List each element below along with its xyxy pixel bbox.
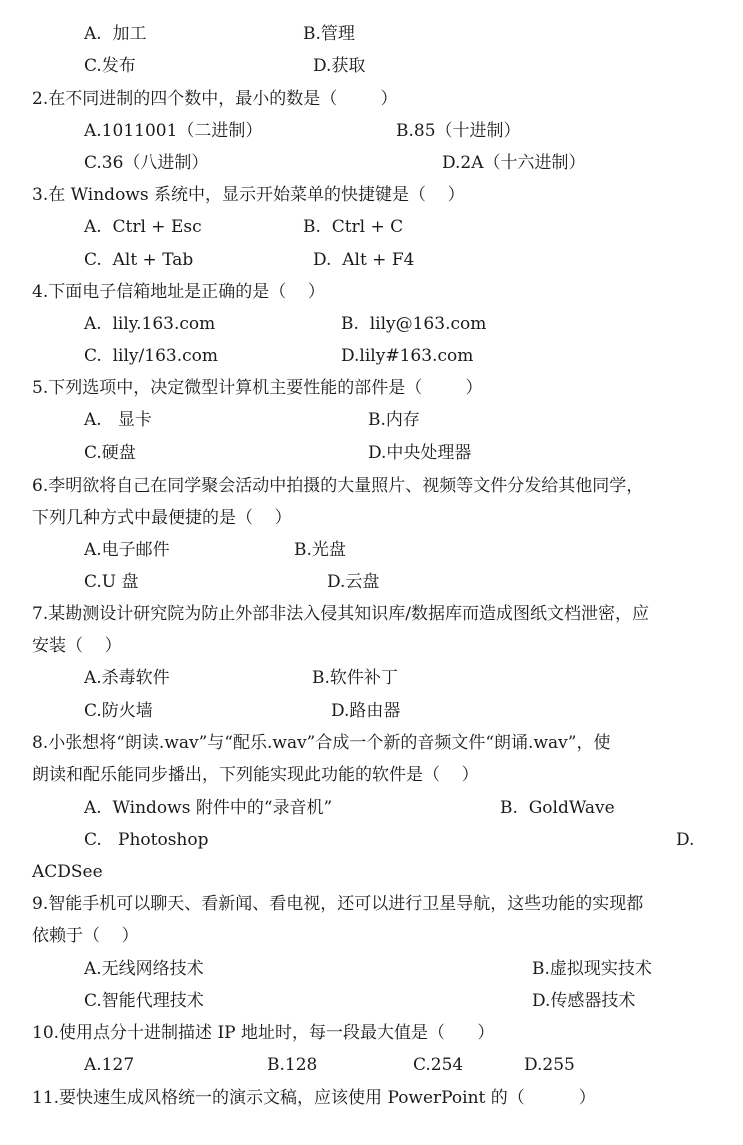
q4-option-a: A. lily.163.com (84, 314, 216, 334)
q7-option-a: A.杀毒软件 (84, 668, 170, 688)
q6-option-c: C.U 盘 (84, 572, 139, 592)
q4-stem: 4.下面电子信箱地址是正确的是（ ） (32, 282, 325, 302)
q5-option-d: D.中央处理器 (368, 443, 472, 463)
q8-option-b: B. GoldWave (500, 798, 615, 818)
q5-option-c: C.硬盘 (84, 443, 136, 463)
q3-option-a: A. Ctrl + Esc (84, 217, 202, 237)
q5-stem: 5.下列选项中，决定微型计算机主要性能的部件是（ ） (32, 378, 483, 398)
q10-option-a: A.127 (84, 1055, 135, 1075)
q6-option-b: B.光盘 (294, 540, 346, 560)
q7-option-d: D.路由器 (331, 701, 401, 721)
q7-option-c: C.防火墙 (84, 701, 153, 721)
q6-option-d: D.云盘 (327, 572, 380, 592)
q9-stem-line-1: 9.智能手机可以聊天、看新闻、看电视，还可以进行卫星导航，这些功能的实现都 (32, 894, 644, 914)
q3-stem: 3.在 Windows 系统中，显示开始菜单的快捷键是（ ） (32, 185, 465, 205)
q10-option-b: B.128 (267, 1055, 318, 1075)
q9-option-a: A.无线网络技术 (84, 959, 204, 979)
q10-stem: 10.使用点分十进制描述 IP 地址时，每一段最大值是（ ） (32, 1023, 495, 1043)
q2-option-d: D.2A（十六进制） (442, 153, 586, 173)
q8-stem-line-2: 朗读和配乐能同步播出，下列能实现此功能的软件是（ ） (32, 765, 479, 785)
q2-option-b: B.85（十进制） (396, 121, 521, 141)
q1-option-c: C.发布 (84, 56, 136, 76)
q6-stem-line-2: 下列几种方式中最便捷的是（ ） (32, 508, 292, 528)
q8-option-c: C. Photoshop (84, 830, 209, 850)
q3-option-c: C. Alt + Tab (84, 250, 194, 270)
q8-option-d: D. (676, 830, 695, 850)
q9-option-c: C.智能代理技术 (84, 991, 204, 1011)
q4-option-d: D.lily#163.com (341, 346, 474, 366)
q2-stem: 2.在不同进制的四个数中，最小的数是（ ） (32, 89, 398, 109)
q1-option-d: D.获取 (313, 56, 366, 76)
q5-option-a: A. 显卡 (84, 410, 152, 430)
q9-option-b: B.虚拟现实技术 (532, 959, 652, 979)
q7-stem-line-2: 安装（ ） (32, 636, 122, 656)
q8-option-d-text: ACDSee (32, 862, 103, 882)
q8-option-a: A. Windows 附件中的“录音机” (84, 798, 333, 818)
q6-option-a: A.电子邮件 (84, 540, 170, 560)
q10-option-d: D.255 (524, 1055, 575, 1075)
q2-option-a: A.1011001（二进制） (84, 121, 263, 141)
q2-option-c: C.36（八进制） (84, 153, 209, 173)
q11-stem: 11.要快速生成风格统一的演示文稿，应该使用 PowerPoint 的（ ） (32, 1088, 596, 1108)
q7-option-b: B.软件补丁 (312, 668, 398, 688)
q10-option-c: C.254 (413, 1055, 464, 1075)
q7-stem-line-1: 7.某勘测设计研究院为防止外部非法入侵其知识库/数据库而造成图纸文档泄密，应 (32, 604, 649, 624)
q3-option-b: B. Ctrl + C (303, 217, 404, 237)
q1-option-b: B.管理 (303, 24, 355, 44)
q1-option-a: A. 加工 (84, 24, 147, 44)
q3-option-d: D. Alt + F4 (313, 250, 415, 270)
q5-option-b: B.内存 (368, 410, 420, 430)
q4-option-c: C. lily/163.com (84, 346, 218, 366)
q6-stem-line-1: 6.李明欲将自己在同学聚会活动中拍摄的大量照片、视频等文件分发给其他同学， (32, 476, 644, 496)
q8-stem-line-1: 8.小张想将“朗读.wav”与“配乐.wav”合成一个新的音频文件“朗诵.wav”，使 (32, 733, 611, 753)
q4-option-b: B. lily@163.com (341, 314, 487, 334)
q9-stem-line-2: 依赖于（ ） (32, 926, 139, 946)
q9-option-d: D.传感器技术 (532, 991, 636, 1011)
